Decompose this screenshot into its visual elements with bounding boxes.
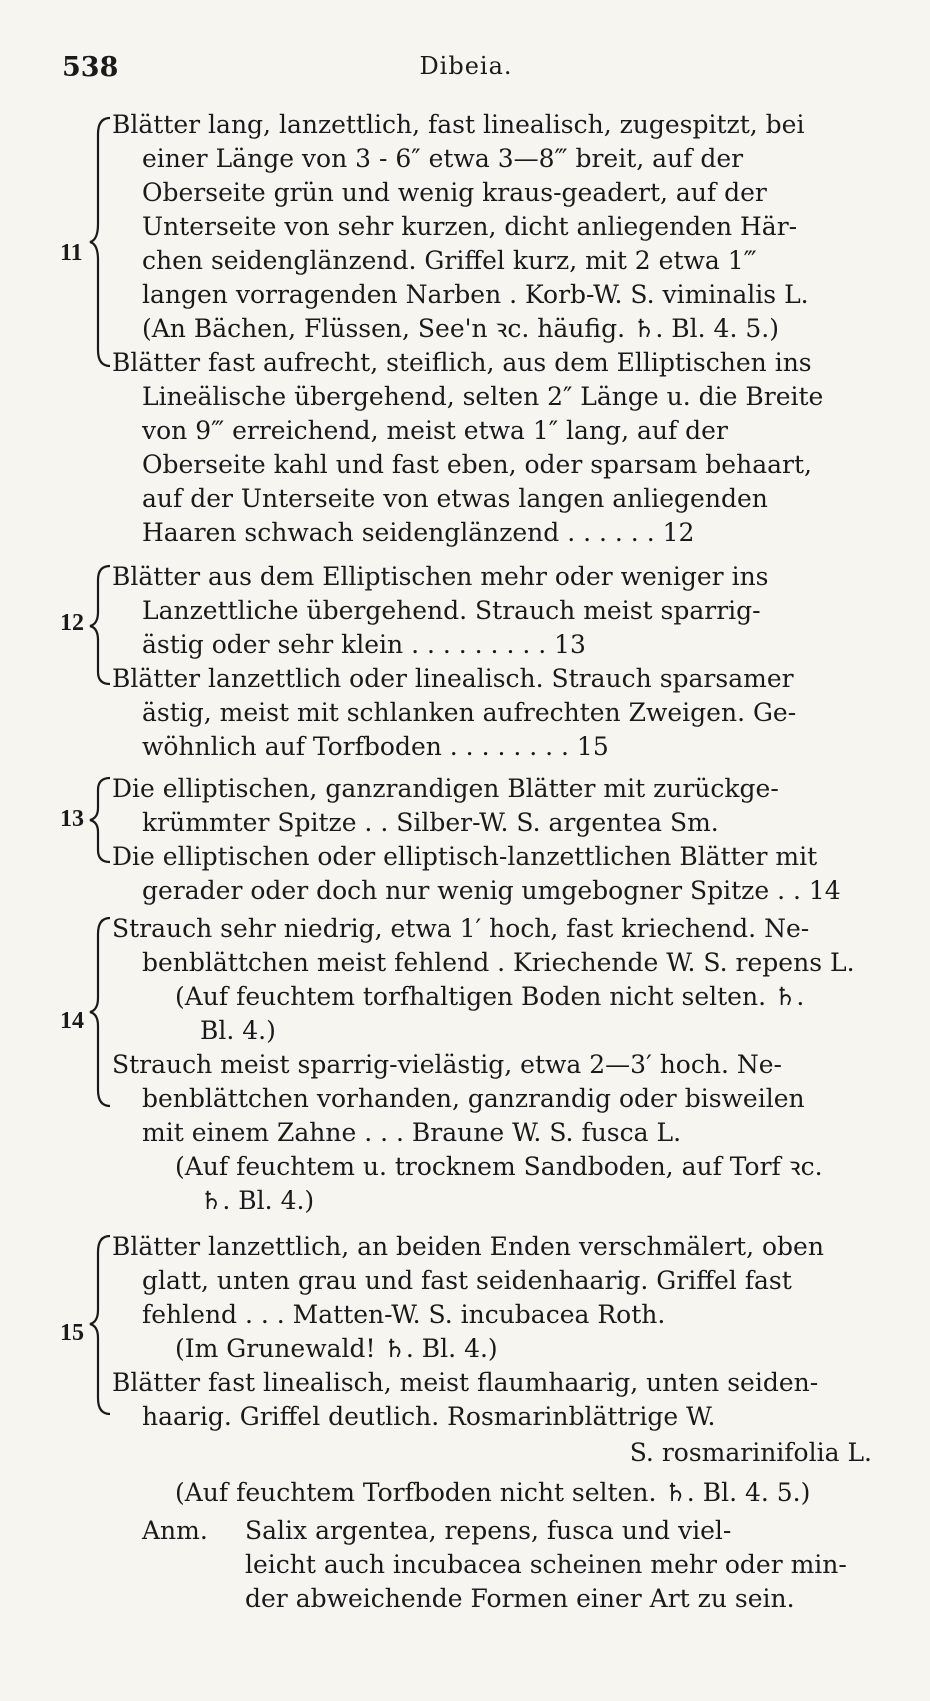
- text-line: Die elliptischen, ganzrandigen Blätter mit zurückge-: [112, 774, 779, 803]
- text-line: benblättchen vorhanden, ganzrandig oder bisweilen: [142, 1084, 805, 1113]
- couplet-number: 14: [60, 1008, 84, 1034]
- text-line: (Auf feuchtem torfhaltigen Boden nicht selten. ♄.: [175, 982, 805, 1011]
- text-line: (Auf feuchtem u. trocknem Sandboden, auf Torf ꝛc.: [175, 1152, 823, 1181]
- text-line: gerader oder doch nur wenig umgebogner Spitze . . 14: [142, 876, 841, 905]
- text-line: (An Bächen, Flüssen, See'n ꝛc. häufig. ♄. Bl. 4. 5.): [142, 314, 779, 343]
- text-line: von 9‴ erreichend, meist etwa 1″ lang, auf der: [142, 416, 728, 445]
- note-label: Anm.: [142, 1516, 208, 1545]
- text-line: Strauch meist sparrig-vielästig, etwa 2—3′ hoch. Ne-: [112, 1050, 782, 1079]
- text-line: ♄. Bl. 4.): [200, 1186, 315, 1215]
- text-line: Strauch sehr niedrig, etwa 1′ hoch, fast kriechend. Ne-: [112, 914, 810, 943]
- text-line: mit einem Zahne . . . Braune W. S. fusca L.: [142, 1118, 682, 1147]
- text-line: Blätter lanzettlich, an beiden Enden verschmälert, oben: [112, 1232, 824, 1261]
- text-line: Blätter fast aufrecht, steiflich, aus dem Elliptischen ins: [112, 348, 812, 377]
- text-line: (Auf feuchtem Torfboden nicht selten. ♄. Bl. 4. 5.): [175, 1478, 811, 1507]
- text-line: Blätter lang, lanzettlich, fast linealisch, zugespitzt, bei: [112, 110, 805, 139]
- running-head: Dibeia.: [419, 52, 513, 80]
- text-line: Oberseite kahl und fast eben, oder sparsam behaart,: [142, 450, 812, 479]
- couplet-number: 15: [60, 1320, 84, 1346]
- text-line: Unterseite von sehr kurzen, dicht anliegenden Här-: [142, 212, 798, 241]
- text-line: wöhnlich auf Torfboden . . . . . . . . 15: [142, 732, 609, 761]
- page-header: [62, 52, 870, 92]
- text-line: Blätter aus dem Elliptischen mehr oder weniger ins: [112, 562, 769, 591]
- couplet-number: 13: [60, 806, 84, 832]
- note-line: leicht auch incubacea scheinen mehr oder min-: [245, 1550, 847, 1579]
- text-line: glatt, unten grau und fast seidenhaarig. Griffel fast: [142, 1266, 792, 1295]
- couplet-number: 12: [60, 610, 84, 636]
- text-line: ästig oder sehr klein . . . . . . . . . 13: [142, 630, 586, 659]
- text-line: Lanzettliche übergehend. Strauch meist sparrig-: [142, 596, 761, 625]
- couplet-brace-11: [88, 112, 118, 372]
- text-line: Blätter lanzettlich oder linealisch. Strauch sparsamer: [112, 664, 794, 693]
- text-line: haarig. Griffel deutlich. Rosmarinblättrige W.: [142, 1402, 716, 1431]
- text-line: Die elliptischen oder elliptisch-lanzettlichen Blätter mit: [112, 842, 818, 871]
- text-line: chen seidenglänzend. Griffel kurz, mit 2 etwa 1‴: [142, 246, 757, 275]
- text-line: Blätter fast linealisch, meist flaumhaarig, unten seiden-: [112, 1368, 819, 1397]
- page-number: 538: [62, 52, 119, 83]
- text-line: (Im Grunewald! ♄. Bl. 4.): [175, 1334, 498, 1363]
- text-line: ästig, meist mit schlanken aufrechten Zweigen. Ge-: [142, 698, 797, 727]
- note-line: der abweichende Formen einer Art zu sein.: [245, 1584, 795, 1613]
- text-line: einer Länge von 3 - 6″ etwa 3—8‴ breit, auf der: [142, 144, 744, 173]
- text-line: benblättchen meist fehlend . Kriechende W. S. repens L.: [142, 948, 855, 977]
- text-line: Oberseite grün und wenig kraus-geadert, auf der: [142, 178, 767, 207]
- note-line: Salix argentea, repens, fusca und viel-: [245, 1516, 732, 1545]
- text-line: fehlend . . . Matten-W. S. incubacea Roth.: [142, 1300, 666, 1329]
- text-line: langen vorragenden Narben . Korb-W. S. viminalis L.: [142, 280, 809, 309]
- text-line: krümmter Spitze . . Silber-W. S. argentea Sm.: [142, 808, 719, 837]
- text-line: S. rosmarinifolia L.: [629, 1438, 872, 1467]
- couplet-number: 11: [60, 240, 83, 266]
- text-line: Haaren schwach seidenglänzend . . . . . . 12: [142, 518, 695, 547]
- text-line: Bl. 4.): [200, 1016, 276, 1045]
- text-line: auf der Unterseite von etwas langen anliegenden: [142, 484, 768, 513]
- text-line: Lineälische übergehend, selten 2″ Länge u. die Breite: [142, 382, 824, 411]
